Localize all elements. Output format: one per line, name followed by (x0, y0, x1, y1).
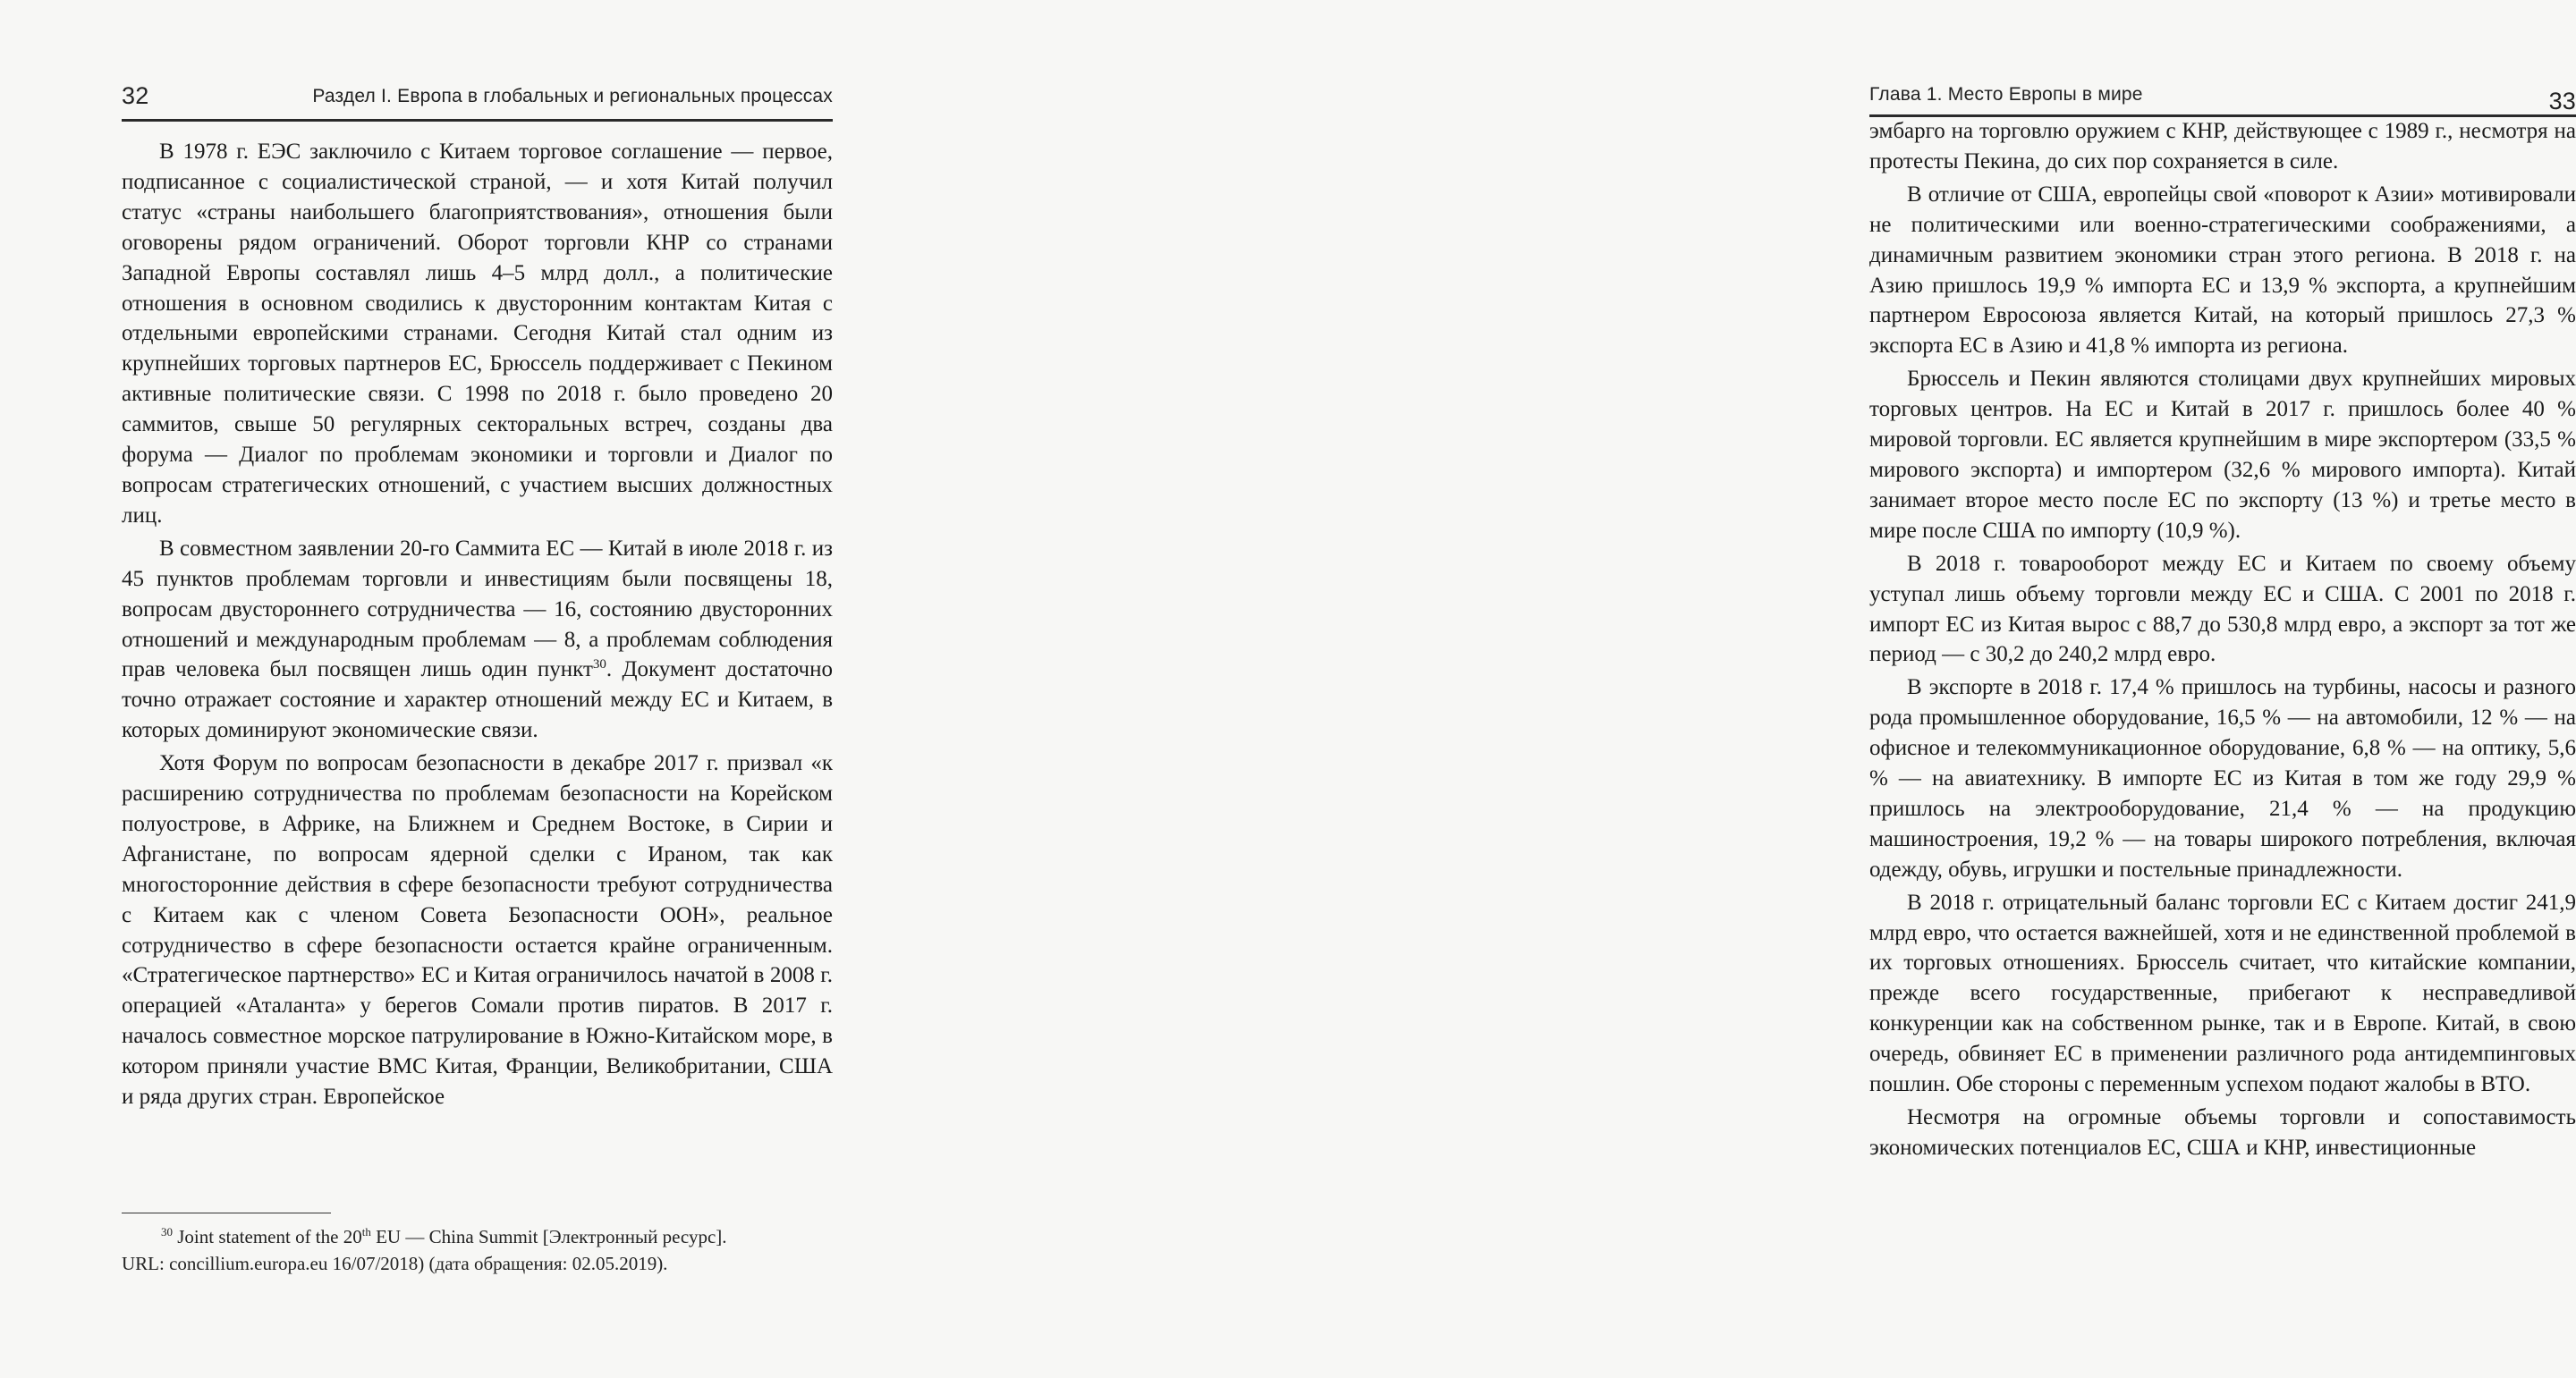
left-body-text (122, 137, 833, 1115)
section-title: Раздел I. Европа в глобальных и региональных процессах (312, 86, 833, 106)
left-page (0, 0, 894, 1378)
page-number: 33 (2548, 88, 2576, 114)
footnote-line: $^{30}$ Joint statement of the 20th EU — China Summit [Электронный ресурс]. (161, 1225, 727, 1247)
right-running-header (1869, 82, 2576, 118)
paragraph: В отличие от США, европейцы свой «поворот к Азии» мотивировали не политическими или военно-стратегическими соображениями, а динамичным развитием экономики стран этого региона. В 2018 г. на Азию пришлось 19,9 % импорта ЕС и 13,9 % экспорта, а крупнейшим партнером Евросоюза является Китай, на который пришлось 27,3 % экспорта ЕС в Азию и 41,8 % импорта из региона. (1869, 182, 2576, 359)
paragraph: Хотя Форум по вопросам безопасности в декабре 2017 г. призвал «к расширению сотрудничества по проблемам безопасности на Корейском полуострове, в Африке, на Ближнем и Среднем Востоке, в Сирии и Афганистане, по вопросам ядерной сделки с Ираном, так как многосторонние действия в сфере безопасности требуют сотрудничества с Китаем как с членом Совета Безопасности ООН», реальное сотрудничество в сфере безопасности остается крайне ограниченным. «Стратегическое партнерство» ЕС и Китая ограничилось начатой в 2008 г. операцией «Аталанта» у берегов Сомали против пиратов. В 2017 г. началось совместное морское патрулирование в Южно-Китайском море, в котором приняли участие ВМС Китая, Франции, Великобритании, США и ряда других стран. Европейское (122, 751, 833, 1110)
paragraph-text: . Документ достаточно точно отражает состояние и характер отношений между ЕС и Китаем, в которых доминируют экономические связи. (122, 657, 833, 743)
paragraph: В 2018 г. отрицательный баланс торговли ЕС с Китаем достиг 241,9 млрд евро, что остается важнейшей, хотя и не единственной проблемой в их торговых отношениях. Брюссель считает, что китайские компании, прежде всего государственные, прибегают к несправедливой конкуренции как на собственном рынке, так и в Европе. Китай, в свою очередь, обвиняет ЕС в применении различного рода антидемпинговых пошлин. Обе стороны с переменным успехом подают жалобы в ВТО. (1869, 890, 2576, 1097)
footnote (122, 1223, 833, 1277)
paragraph: Несмотря на огромные объемы торговли и сопоставимость экономических потенциалов ЕС, США и КНР, инвестиционные (1869, 1105, 2576, 1160)
paragraph: Брюссель и Пекин являются столицами двух крупнейших мировых торговых центров. На ЕС и Китай в 2017 г. пришлось более 40 % мировой торговли. ЕС является крупнейшим в мире экспортером (33,5 % мирового экспорта) и импортером (32,6 % мирового импорта). Китай занимает второе место после ЕС по экспорту (13 %) и третье место в мире после США по импорту (10,9 %). (1869, 367, 2576, 543)
right-page (894, 0, 2576, 1378)
paragraph: В 2018 г. товарооборот между ЕС и Китаем по своему объему уступал лишь объему торговли между ЕС и США. С 2001 по 2018 г. импорт ЕС из Китая вырос с 88,7 до 530,8 млрд евро, а экспорт за тот же период — с 30,2 до 240,2 млрд евро. (1869, 551, 2576, 667)
footnote-mark: 30 (161, 1225, 173, 1239)
footnote-line: URL: concillium.europa.eu 16/07/2018) (дата обращения: 02.05.2019). (122, 1253, 668, 1274)
paragraph (122, 534, 833, 746)
chapter-title: Глава 1. Место Европы в мире (1869, 84, 2143, 105)
paragraph: эмбарго на торговлю оружием с КНР, действующее с 1989 г., несмотря на протесты Пекина, до сих пор сохраняется в силе. (1869, 119, 2576, 173)
paragraph-text: В совместном заявлении 20-го Саммита ЕС — Китай в июле 2018 г. из 45 пунктов проблемам торговли и инвестициям были посвящены 18, вопросам двустороннего сотрудничества — 16, состоянию двусторонних отношений и международным проблемам — 8, а проблемам соблюдения прав человека был посвящен лишь один пункт (122, 536, 833, 682)
page-number: 32 (122, 82, 149, 109)
left-running-header (122, 82, 833, 118)
header-rule (122, 119, 833, 122)
footnote-reference: 30 (592, 657, 606, 672)
paragraph: В 1978 г. ЕЭС заключило с Китаем торговое соглашение — первое, подписанное с социалистической страной, — и хотя Китай получил статус «страны наибольшего благоприятствования», отношения были оговорены рядом ограничений. Оборот торговли КНР со странами Западной Европы составлял лишь 4–5 млрд долл., а политические отношения в основном сводились к двусторонним контактам Китая с отдельными европейскими странами. Сегодня Китай стал одним из крупнейших торговых партнеров ЕС, Брюссель поддерживает с Пекином активные политические связи. С 1998 по 2018 г. было проведено 20 саммитов, свыше 50 регулярных секторальных встреч, созданы два форума — Диалог по проблемам экономики и торговли и Диалог по вопросам стратегических отношений, с участием высших должностных лиц. (122, 139, 833, 528)
paragraph: В экспорте в 2018 г. 17,4 % пришлось на турбины, насосы и разного рода промышленное оборудование, 16,5 % — на автомобили, 12 % — на офисное и телекоммуникационное оборудование, 6,8 % — на оптику, 5,6 % — на авиатехнику. В импорте ЕС из Китая в том же году 29,9 % пришлось на электрооборудование, 21,4 % — на продукцию машиностроения, 19,2 % — на товары широкого потребления, включая одежду, обувь, игрушки и постельные принадлежности. (1869, 675, 2576, 882)
right-body-text (1869, 116, 2576, 1166)
